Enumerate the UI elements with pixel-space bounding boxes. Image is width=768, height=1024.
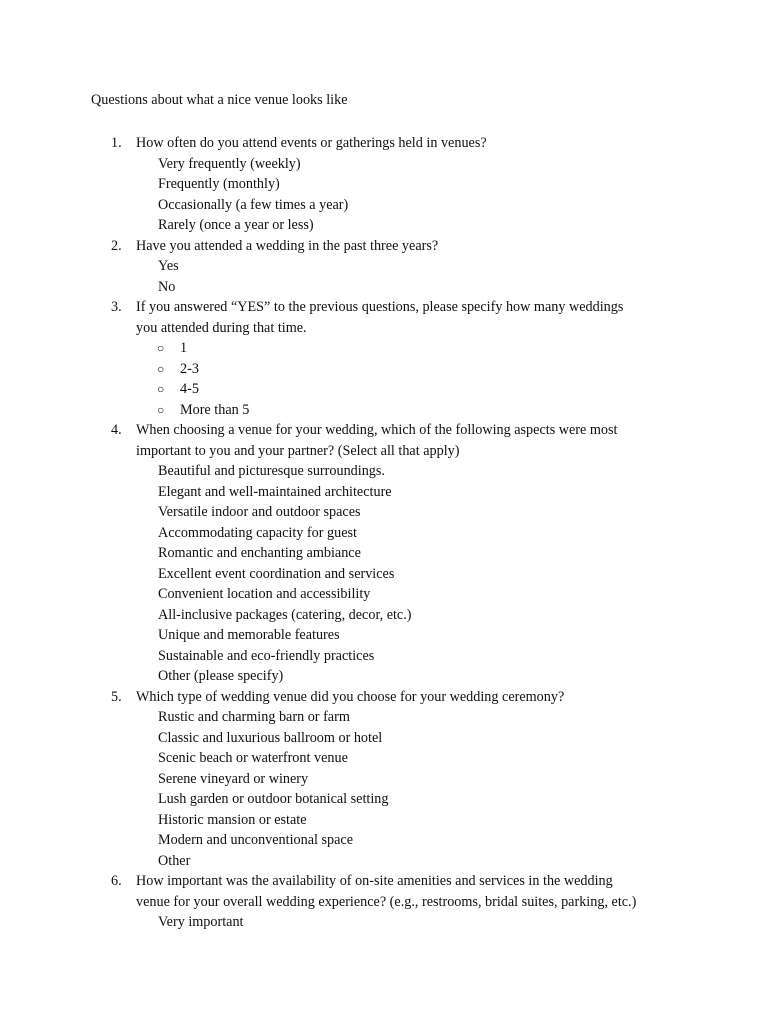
answer-option [0, 810, 768, 831]
option-label: 4-5 [180, 381, 199, 397]
question-line [0, 687, 768, 708]
answer-option [0, 605, 768, 626]
option-label: Unique and memorable features [158, 627, 340, 643]
option-label: Romantic and enchanting ambiance [158, 545, 361, 561]
option-label: Serene vineyard or winery [158, 770, 309, 787]
option-label: Other (please specify) [158, 668, 284, 684]
question-line [0, 871, 768, 892]
answer-option [0, 482, 768, 503]
answer-option [0, 666, 768, 687]
answer-option [0, 646, 768, 667]
answer-option [0, 707, 768, 728]
option-label: All-inclusive packages (catering, decor, etc.) [158, 606, 412, 623]
option-label: Very frequently (weekly) [158, 155, 301, 172]
option-label: Elegant and well-maintained architecture [158, 483, 392, 500]
option-label: Lush garden or outdoor botanical setting [158, 791, 389, 807]
answer-option [0, 502, 768, 523]
option-label: Frequently (monthly) [158, 176, 280, 192]
answer-option [0, 523, 768, 544]
answer-option [0, 174, 768, 195]
option-label: Beautiful and picturesque surroundings. [158, 463, 385, 479]
answer-option [0, 789, 768, 810]
answer-option [0, 625, 768, 646]
option-label: Modern and unconventional space [158, 832, 354, 848]
question-text: When choosing a venue for your wedding, which of the following aspects were most [136, 422, 618, 438]
option-label: Sustainable and eco-friendly practices [158, 647, 375, 664]
question-list [0, 133, 768, 933]
answer-option [0, 256, 768, 277]
option-label: Versatile indoor and outdoor spaces [158, 504, 361, 520]
document-title: Questions about what a nice venue looks like [91, 92, 348, 108]
question-line [0, 297, 768, 318]
answer-option [0, 277, 768, 298]
option-label: Occasionally (a few times a year) [158, 196, 349, 213]
question-line [0, 236, 768, 257]
question-text: If you answered “YES” to the previous questions, please specify how many weddings [136, 299, 624, 315]
bulleted-option [0, 359, 768, 380]
answer-option [0, 912, 768, 933]
option-label: Convenient location and accessibility [158, 586, 371, 602]
option-label: Historic mansion or estate [158, 811, 307, 828]
answer-option [0, 584, 768, 605]
option-label: Rustic and charming barn or farm [158, 709, 350, 725]
question-text: Which type of wedding venue did you choose for your wedding ceremony? [136, 688, 565, 705]
answer-option [0, 154, 768, 175]
question-text: you attended during that time. [136, 319, 307, 336]
answer-option [0, 728, 768, 749]
question-line [0, 133, 768, 154]
answer-option [0, 543, 768, 564]
option-label: Accommodating capacity for guest [158, 524, 357, 541]
option-label: Rarely (once a year or less) [158, 217, 314, 233]
bulleted-option [0, 379, 768, 400]
option-label: Classic and luxurious ballroom or hotel [158, 729, 383, 746]
answer-option [0, 195, 768, 216]
circle-bullet-icon: ○ [157, 402, 165, 417]
question-number: 3. [111, 299, 122, 315]
question-text: venue for your overall wedding experience? (e.g., restrooms, bridal suites, parking, etc.) [136, 893, 637, 910]
question-number: 6. [111, 873, 122, 889]
question-text: How important was the availability of on-site amenities and services in the wedding [136, 873, 613, 889]
question-number: 4. [111, 422, 122, 438]
question-number: 1. [111, 135, 122, 151]
option-label: Very important [158, 914, 244, 930]
question-line [0, 892, 768, 913]
answer-option [0, 748, 768, 769]
answer-option [0, 215, 768, 236]
option-label: 2-3 [180, 360, 199, 377]
question-text: important to you and your partner? (Select all that apply) [136, 442, 460, 459]
answer-option [0, 564, 768, 585]
answer-option [0, 851, 768, 872]
question-number: 2. [111, 237, 122, 254]
question-line [0, 420, 768, 441]
circle-bullet-icon: ○ [157, 382, 165, 396]
question-line [0, 441, 768, 462]
question-text: How often do you attend events or gatherings held in venues? [136, 135, 487, 151]
option-label: More than 5 [180, 401, 250, 418]
question-text: Have you attended a wedding in the past three years? [136, 237, 439, 254]
bulleted-option [0, 338, 768, 359]
circle-bullet-icon: ○ [157, 341, 165, 355]
question-line [0, 318, 768, 339]
bulleted-option [0, 400, 768, 421]
option-label: 1 [180, 340, 188, 356]
answer-option [0, 461, 768, 482]
option-label: Yes [158, 258, 179, 274]
answer-option [0, 830, 768, 851]
option-label: No [158, 278, 176, 295]
option-label: Scenic beach or waterfront venue [158, 750, 348, 766]
option-label: Excellent event coordination and services [158, 565, 395, 582]
circle-bullet-icon: ○ [157, 361, 165, 376]
answer-option [0, 769, 768, 790]
question-number: 5. [111, 688, 122, 705]
option-label: Other [158, 852, 191, 869]
